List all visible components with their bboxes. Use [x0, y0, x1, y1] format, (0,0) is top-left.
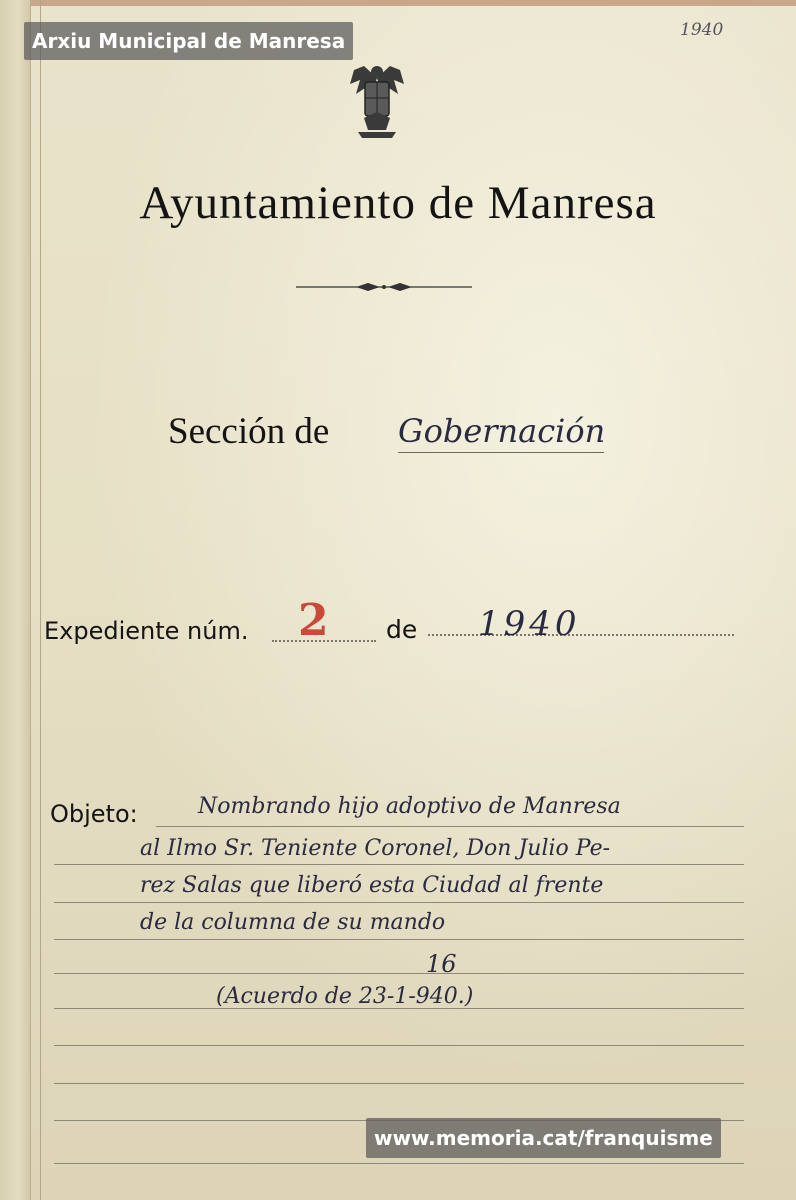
page-title: Ayuntamiento de Manresa	[139, 177, 657, 229]
expediente-label: Expediente núm.	[44, 617, 249, 645]
ruled-line	[54, 973, 744, 974]
expediente-year-line	[428, 634, 734, 636]
objeto-line-4: de la columna de su mando	[140, 910, 446, 935]
objeto-line-3: rez Salas que liberó esta Ciudad al frente	[140, 873, 604, 898]
expediente-de-label: de	[386, 615, 418, 644]
ruled-line	[54, 1083, 744, 1084]
title-ornament	[296, 278, 472, 296]
expediente-year: 1940	[478, 604, 581, 644]
section-value: Gobernación	[398, 412, 606, 450]
objeto-line-1: Nombrando hijo adoptivo de Manresa	[198, 794, 621, 819]
ruled-line	[54, 1163, 744, 1164]
eagle-coat-of-arms-icon	[346, 60, 408, 138]
ruled-line	[54, 864, 744, 865]
section-label: Sección de	[168, 411, 330, 452]
ruled-line	[54, 939, 744, 940]
corner-year-note: 1940	[680, 20, 724, 40]
accord-date-correction: 16	[426, 950, 457, 978]
ruled-line	[156, 826, 744, 827]
section-underline	[398, 452, 604, 453]
accord-date: (Acuerdo de 23-1-940.)	[216, 984, 474, 1009]
objeto-line-2: al Ilmo Sr. Teniente Coronel, Don Julio Pe-	[140, 836, 611, 861]
ruled-line	[54, 1045, 744, 1046]
top-edge	[0, 0, 796, 6]
expediente-number: 2	[298, 595, 329, 646]
objeto-label: Objeto:	[50, 800, 138, 828]
website-watermark: www.memoria.cat/franquisme	[366, 1118, 721, 1158]
archive-watermark: Arxiu Municipal de Manresa	[24, 22, 353, 60]
ruled-line	[54, 902, 744, 903]
